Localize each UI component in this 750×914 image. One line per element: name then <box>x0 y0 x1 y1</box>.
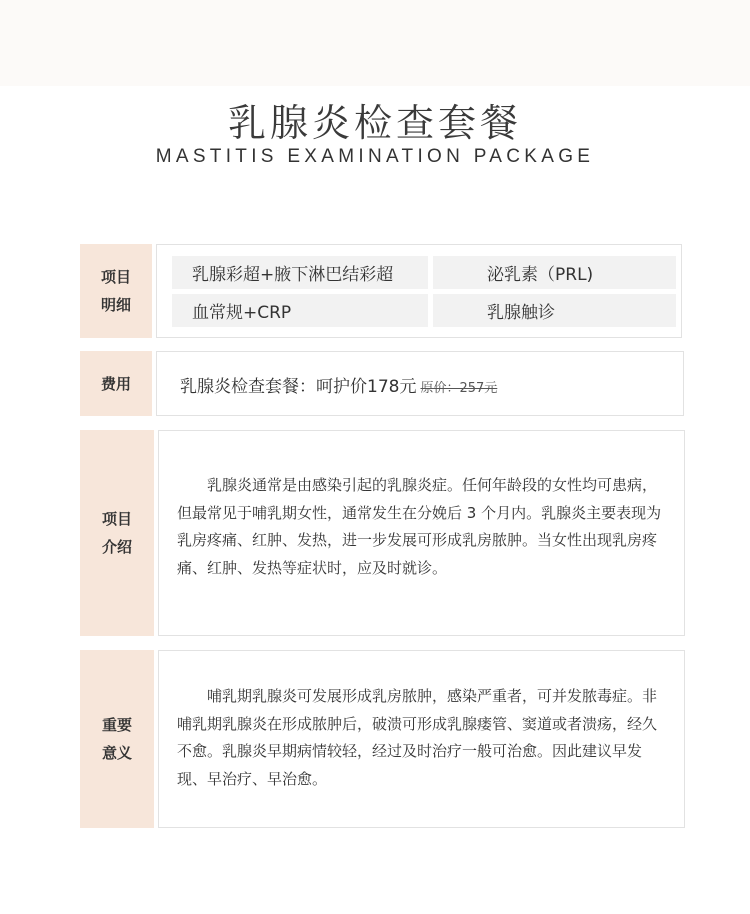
item-cell: 泌乳素（PRL) <box>433 256 676 289</box>
intro-label-line2: 介绍 <box>101 538 132 556</box>
item-cell: 乳腺彩超+腋下淋巴结彩超 <box>172 256 428 289</box>
original-price: 原价：257元 <box>420 381 498 396</box>
items-label <box>80 244 152 338</box>
items-label-line1: 项目 <box>100 268 131 286</box>
significance-label <box>80 650 154 828</box>
item-cell: 乳腺触诊 <box>433 294 676 327</box>
fee-line <box>180 372 497 397</box>
top-banner <box>0 0 750 86</box>
intro-label-line1: 项目 <box>101 510 132 528</box>
significance-label-line2: 意义 <box>101 744 132 762</box>
item-cell: 血常规+CRP <box>172 294 428 327</box>
significance-text: 哺乳期乳腺炎可发展形成乳房脓肿，感染严重者，可并发脓毒症。非哺乳期乳腺炎在形成脓肿后，破溃可形成乳腺瘘管、窦道或者溃疡，经久不愈。乳腺炎早期病情较轻，经过及时治疗一般可治愈。因此建议早发现、早治疗、早治愈。 <box>177 687 658 788</box>
intro-text: 乳腺炎通常是由感染引起的乳腺炎症。任何年龄段的女性均可患病，但最常见于哺乳期女性，通常发生在分娩后 3 个月内。乳腺炎主要表现为乳房疼痛、红肿、发热，进一步发展可形成乳房脓肿。当女性出现乳房疼痛、红肿、发热等症状时，应及时就诊。 <box>177 476 662 577</box>
fee-label: 费用 <box>80 351 152 416</box>
page-title: 乳腺炎检查套餐 <box>227 101 522 145</box>
items-label-line2: 明细 <box>100 296 131 314</box>
intro-label <box>80 430 154 636</box>
significance-label-line1: 重要 <box>101 716 132 734</box>
fee-text: 乳腺炎检查套餐：呵护价178元 <box>180 377 417 397</box>
page-subtitle: MASTITIS EXAMINATION PACKAGE <box>155 146 595 167</box>
